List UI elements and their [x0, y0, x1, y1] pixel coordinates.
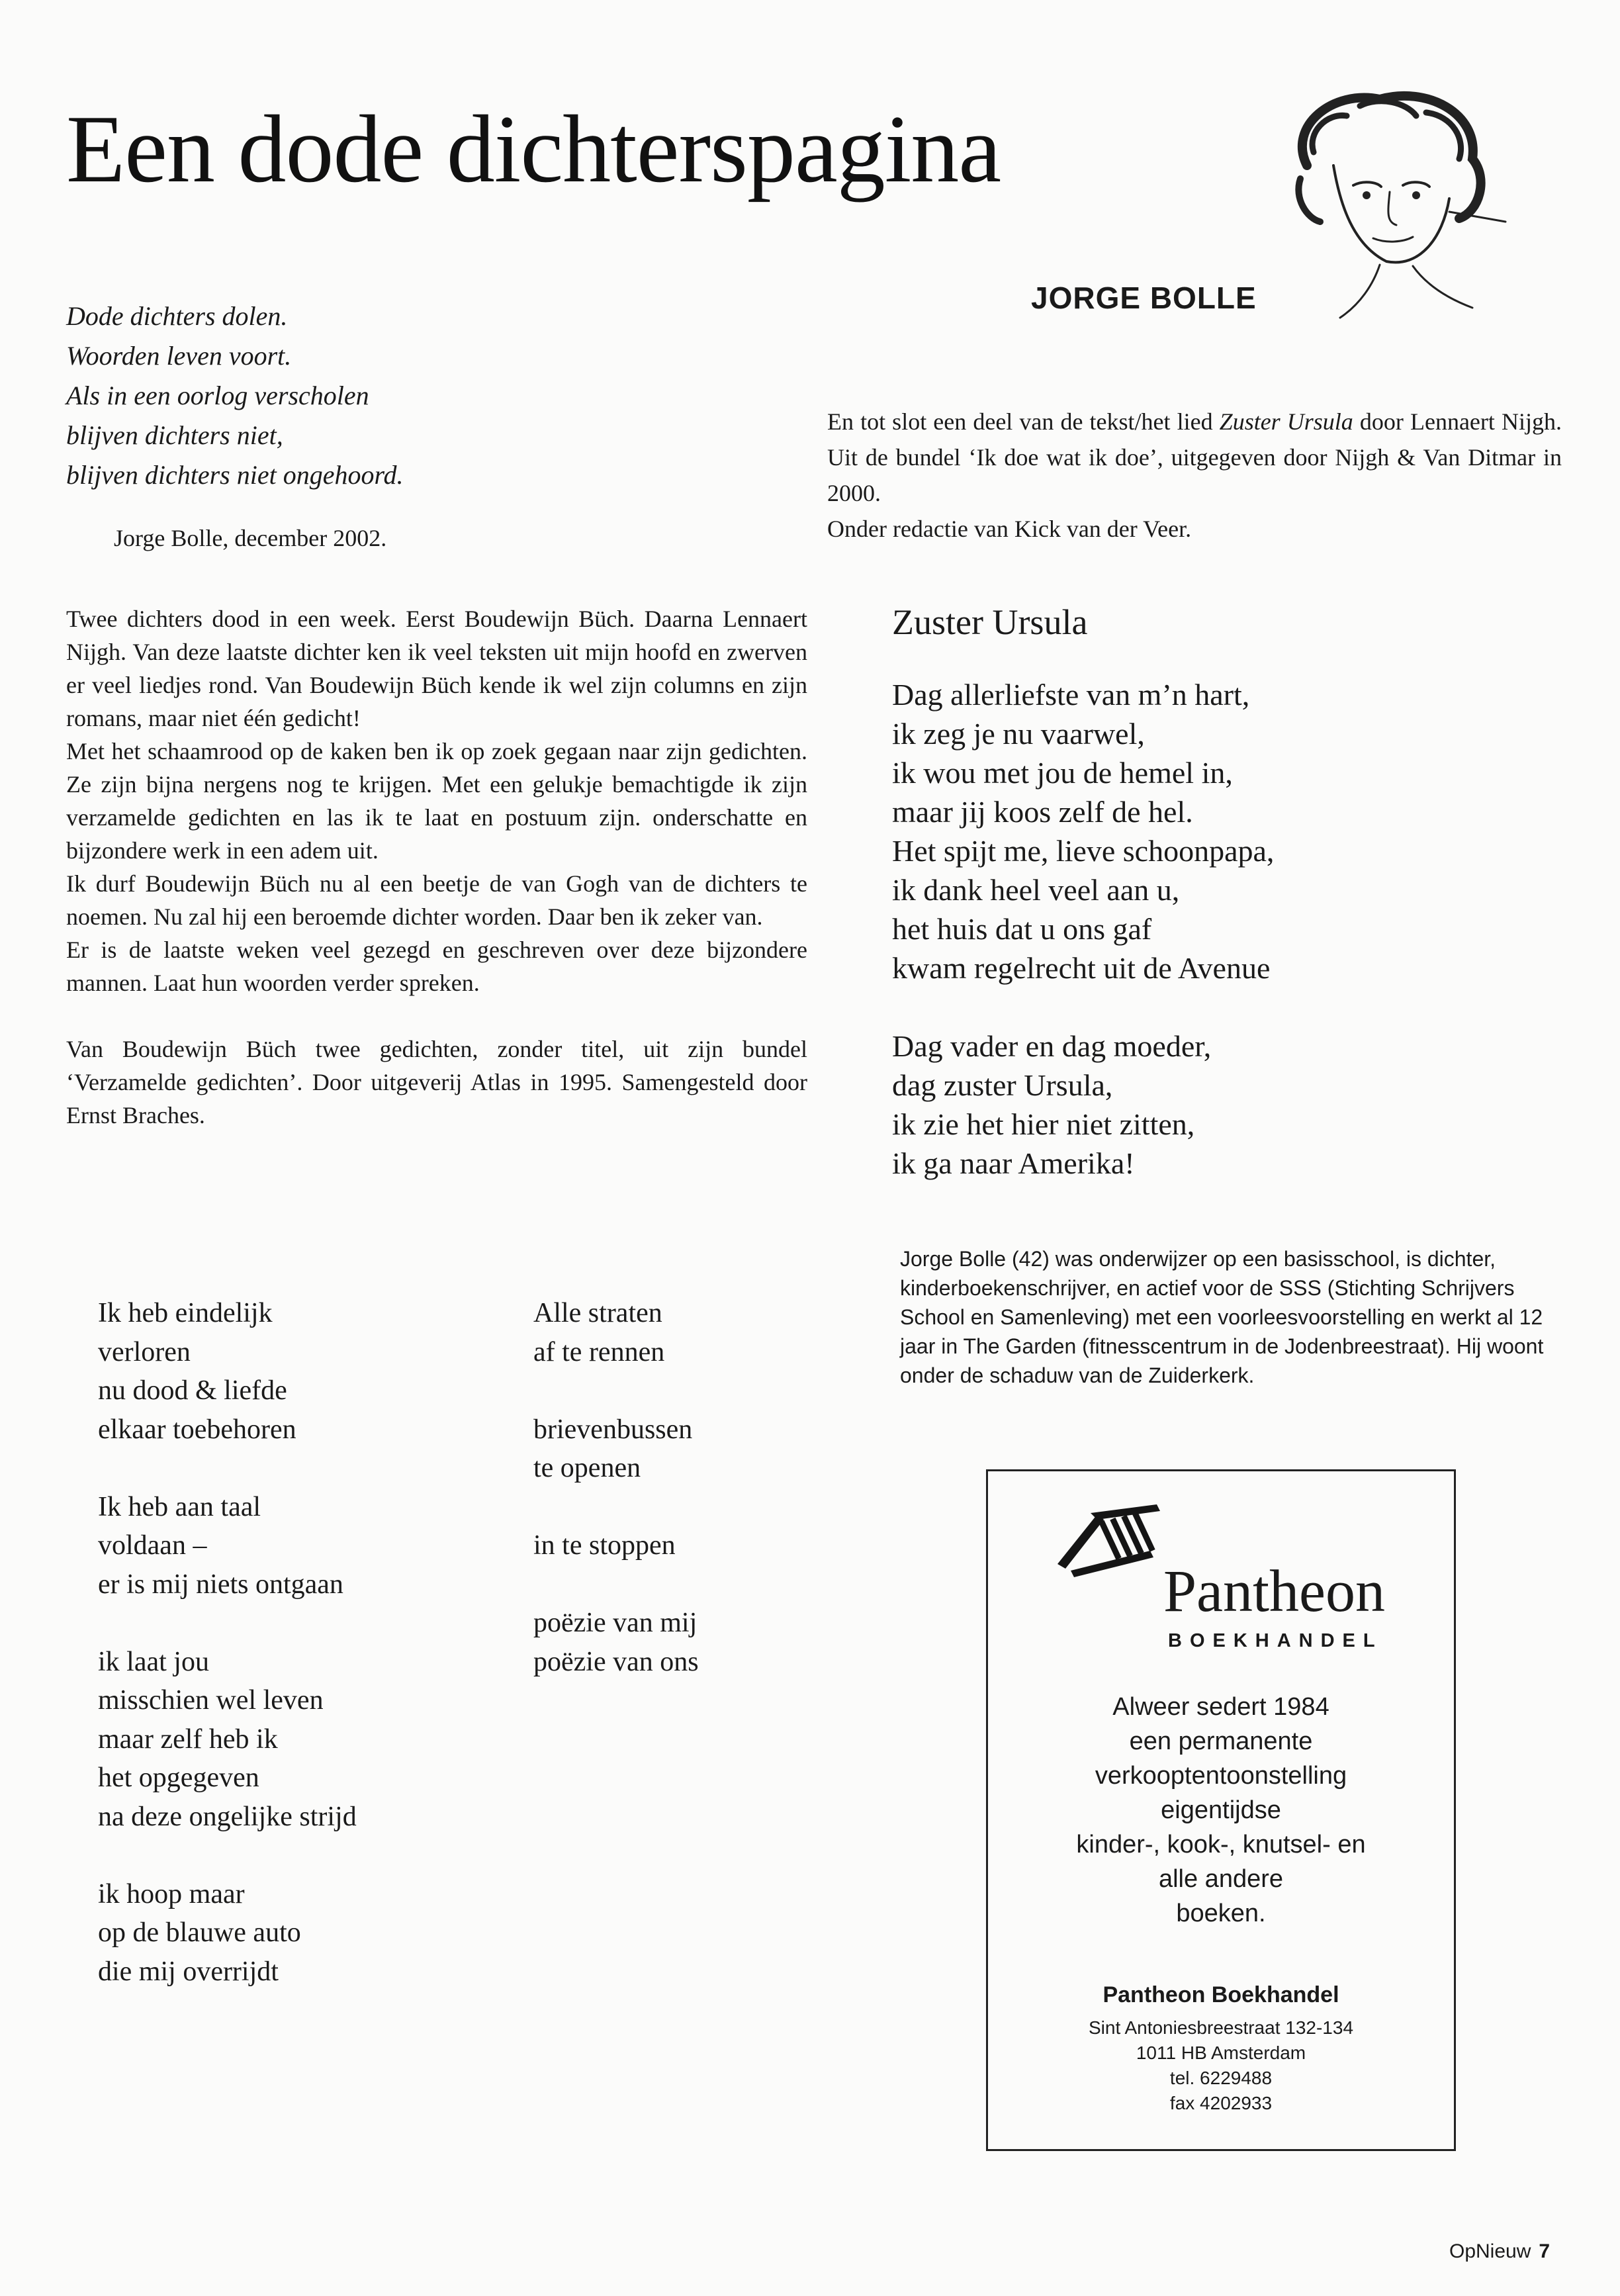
poem-stanza — [98, 1643, 357, 1837]
page-title: Een dode dichterspagina — [66, 95, 1001, 203]
essay-paragraph: Er is de laatste weken veel gezegd en geschreven over deze bijzondere mannen. Laat hun woorden verder spreken. — [66, 937, 807, 996]
poem-line: maar zelf heb ik — [98, 1723, 278, 1755]
source-note-text: door Lennaert Nijgh. Uit de bundel ‘Ik doe wat ik doe’, uitgegeven door Nijgh & Van Ditmar in 2000. — [827, 408, 1562, 506]
author-portrait — [1261, 86, 1519, 324]
poem-line: ik hoop maar — [98, 1878, 245, 1909]
lyrics-line: ik zeg je nu vaarwel, — [892, 717, 1145, 751]
lyrics-line: Dag vader en dag moeder, — [892, 1029, 1212, 1063]
lyrics-line: ik wou met jou de hemel in, — [892, 756, 1233, 790]
poem-line: op de blauwe auto — [98, 1917, 301, 1948]
song-title-reference: Zuster Ursula — [1219, 408, 1353, 435]
poem-line: Ik heb aan taal — [98, 1491, 261, 1522]
poem-line: ik laat jou — [98, 1646, 209, 1677]
intro-signature: Jorge Bolle, december 2002. — [114, 525, 387, 551]
ad-message — [988, 1690, 1454, 1931]
poem-line: Als in een oorlog verscholen — [66, 381, 369, 410]
ad-message-line: verkooptentoonstelling — [1095, 1762, 1347, 1790]
essay-paragraph: Ik durf Boudewijn Büch nu al een beetje de van Gogh van de dichters te noemen. Nu zal hij een beroemde dichter worden. Daar ben ik zeker van. — [66, 870, 807, 930]
buch-poem-1 — [98, 1294, 357, 2030]
ad-address-line: 1011 HB Amsterdam — [1136, 2043, 1306, 2063]
lyrics-line: Dag allerliefste van m’n hart, — [892, 678, 1250, 712]
poem-line: voldaan – — [98, 1530, 207, 1561]
poem-stanza — [533, 1526, 699, 1565]
poem-line: na deze ongelijke strijd — [98, 1801, 357, 1832]
poem-line: Ik heb eindelijk — [98, 1298, 273, 1328]
author-bio: Jorge Bolle (42) was onderwijzer op een basisschool, is dichter, kinderboekenschrijver, en actief voor de SSS (Stichting Schrijvers School en Samenleving) met een voorleesvoorstelling en werkt al 12 jaar in The Garden (fitnesscentrum in de Jodenbreestraat). Hij woont onder de schaduw van de Zuiderkerk. — [900, 1247, 1544, 1387]
page-number: 7 — [1539, 2240, 1551, 2262]
poem-line: Woorden leven voort. — [66, 341, 292, 371]
poem-line: poëzie van mij — [533, 1608, 698, 1638]
ad-message-line: alle andere — [1158, 1865, 1284, 1893]
poem-stanza — [533, 1604, 699, 1681]
lyrics-line: ik ga naar Amerika! — [892, 1146, 1135, 1180]
poem-line: brievenbussen — [533, 1414, 693, 1445]
poem-stanza — [533, 1294, 699, 1371]
ad-message-line: Alweer sedert 1984 — [1112, 1693, 1329, 1721]
ad-address-line: Sint Antoniesbreestraat 132-134 — [1088, 2017, 1354, 2038]
poem-line: poëzie van ons — [533, 1646, 699, 1677]
ad-address — [988, 2015, 1454, 2116]
temple-logo-icon — [1051, 1501, 1167, 1581]
lyrics-line: het huis dat u ons gaf — [892, 912, 1152, 946]
editor-credit: Onder redactie van Kick van der Veer. — [827, 516, 1192, 542]
poem-line: blijven dichters niet, — [66, 420, 283, 450]
poem-line: Dode dichters dolen. — [66, 301, 288, 331]
poem-line: er is mij niets ontgaan — [98, 1569, 343, 1600]
lyrics-line: ik zie het hier niet zitten, — [892, 1107, 1195, 1141]
ad-fax: fax 4202933 — [1169, 2093, 1273, 2113]
essay-paragraph: Met het schaamrood op de kaken ben ik op zoek gegaan naar zijn gedichten. Ze zijn bijna nergens nog te krijgen. Met een gelukje bemachtigde ik zijn verzamelde gedichten en las ik te laat en postuum zijn. onderschatte en bijzondere werk in een adem uit. — [66, 738, 807, 864]
poem-line: af te rennen — [533, 1336, 665, 1367]
ad-brand: Pantheon — [1163, 1559, 1385, 1624]
poem-line: te openen — [533, 1453, 641, 1483]
ad-message-line: kinder-, kook-, knutsel- en — [1076, 1831, 1366, 1859]
pantheon-advertisement — [986, 1469, 1456, 2151]
lyrics-line: kwam regelrecht uit de Avenue — [892, 951, 1271, 985]
buch-poem-2 — [533, 1294, 699, 1720]
poem-line: misschien wel leven — [98, 1685, 324, 1716]
poem-stanza — [533, 1410, 699, 1488]
intro-poem — [66, 297, 404, 495]
lyrics-stanza — [892, 1027, 1274, 1183]
ad-message-line: boeken. — [1176, 1900, 1266, 1927]
poem-line: elkaar toebehoren — [98, 1414, 296, 1445]
poem-stanza — [98, 1294, 357, 1449]
ad-subbrand: BOEKHANDEL — [1168, 1630, 1383, 1651]
magazine-name: OpNieuw — [1449, 2240, 1531, 2262]
lyrics-stanza — [892, 675, 1274, 987]
essay-paragraph: Twee dichters dood in een week. Eerst Boudewijn Büch. Daarna Lennaert Nijgh. Van deze laatste dichter ken ik veel teksten uit mijn hoofd en zwerven er veel liedjes rond. Van Boudewijn Büch kende ik wel zijn columns en zijn romans, maar niet één gedicht! — [66, 606, 807, 731]
poem-line: verloren — [98, 1336, 191, 1367]
poem-line: het opgegeven — [98, 1763, 259, 1793]
poem-line: die mij overrijdt — [98, 1956, 279, 1987]
source-note — [827, 404, 1562, 547]
ad-message-line: een permanente — [1129, 1727, 1313, 1755]
lyrics-line: dag zuster Ursula, — [892, 1068, 1113, 1102]
poem-stanza — [98, 1875, 357, 1992]
essay — [66, 602, 807, 1132]
lyrics-line: maar jij koos zelf de hel. — [892, 795, 1193, 829]
poem-line: in te stoppen — [533, 1530, 676, 1561]
poem-line: Alle straten — [533, 1298, 662, 1328]
source-note-text: En tot slot een deel van de tekst/het lied — [827, 408, 1220, 435]
lyrics-line: Het spijt me, lieve schoonpapa, — [892, 834, 1275, 868]
page-footer — [1449, 2240, 1550, 2264]
essay-closing: Van Boudewijn Büch twee gedichten, zonder titel, uit zijn bundel ‘Verzamelde gedichten’. Door uitgeverij Atlas in 1995. Samengesteld door Ernst Braches. — [66, 1036, 807, 1128]
poem-stanza — [98, 1488, 357, 1604]
lyrics-line: ik dank heel veel aan u, — [892, 873, 1180, 907]
ad-message-line: eigentijdse — [1161, 1796, 1281, 1824]
poem-line: nu dood & liefde — [98, 1375, 287, 1406]
ad-store-name: Pantheon Boekhandel — [1102, 1982, 1339, 2007]
ad-phone: tel. 6229488 — [1169, 2068, 1273, 2088]
author-name: JORGE BOLLE — [1031, 281, 1257, 315]
song-lyrics — [892, 675, 1274, 1222]
song-title: Zuster Ursula — [892, 602, 1088, 642]
poem-line: blijven dichters niet ongehoord. — [66, 460, 404, 490]
